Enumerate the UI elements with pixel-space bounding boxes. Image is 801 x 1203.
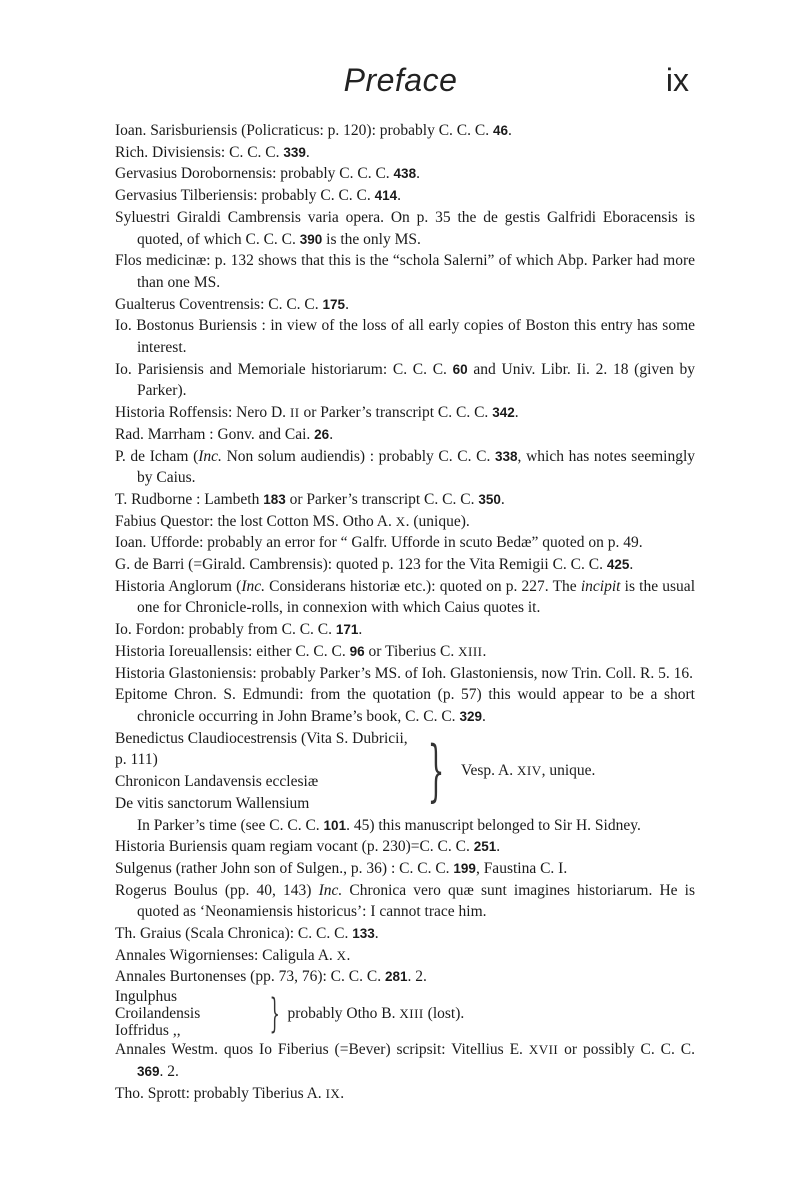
catalogue-entry — [115, 250, 695, 293]
entry-text: Ioan. Ufforde: probably an error for “ Galfr. Ufforde in scuto Bedæ” quoted on p. 49. — [115, 534, 643, 552]
entry-text: G. de Barri (=Girald. Cambrensis): quoted p. 123 for the Vita Remigii C. C. C. — [115, 556, 607, 574]
entry-text: or Tiberius C. — [364, 642, 459, 660]
entry-text: Fabius Questor: the lost Cotton MS. Otho A. — [115, 512, 396, 530]
entry-text: incipit — [580, 577, 621, 595]
right-brace-icon: } — [269, 990, 280, 1037]
entry-text: . — [514, 404, 519, 422]
entry-text: II — [289, 405, 300, 421]
catalogue-entry — [115, 663, 695, 685]
entry-text: Io. Bostonus Buriensis : in view of the loss of all early copies of Boston this entry has some interest. — [115, 317, 695, 357]
entry-text: . — [416, 165, 420, 183]
entry-text: Io. Fordon: probably from C. C. C. — [115, 621, 336, 639]
catalogue-entry — [115, 1083, 695, 1105]
entry-text: Non solum audiendis) : probably C. C. C. — [221, 447, 496, 465]
catalogue-number: 60 — [452, 361, 468, 377]
catalogue-entry — [115, 1039, 695, 1082]
catalogue-number: 251 — [473, 839, 497, 855]
bracketed-group-vesp — [115, 728, 695, 815]
catalogue-entry — [115, 836, 695, 858]
catalogue-number: 339 — [283, 144, 306, 160]
entry-text: is the only MS. — [322, 230, 421, 248]
catalogue-entry — [115, 641, 695, 663]
catalogue-entry — [115, 446, 695, 489]
catalogue-entry — [115, 923, 695, 945]
entry-text: Rad. Marrham : Gonv. and Cai. — [115, 425, 315, 443]
entry-text: . — [329, 425, 334, 443]
catalogue-entry — [115, 532, 695, 554]
catalogue-number: 342 — [492, 405, 515, 421]
entry-text: , Faustina C. I. — [475, 859, 568, 877]
catalogue-number: 199 — [453, 860, 476, 876]
catalogue-entry — [115, 489, 695, 511]
entry-text: . — [481, 707, 486, 725]
catalogue-number: 281 — [384, 969, 408, 985]
entry-text: T. Rudborne : Lambeth — [115, 490, 264, 508]
catalogue-entry — [115, 120, 695, 142]
bracketed-group-otho — [115, 988, 695, 1039]
entry-text: Inc. — [318, 881, 343, 899]
entry-text: Historia Anglorum ( — [115, 577, 242, 595]
entry-text: Flos medicinæ: p. 132 shows that this is the “schola Salerni” of which Abp. Parker had more than one MS. — [115, 252, 695, 291]
entry-text: and Univ. Libr. Ii. 2. 18 (given by Parker). — [137, 360, 695, 400]
entry-text: . — [508, 122, 512, 139]
right-brace-icon: } — [427, 732, 445, 810]
bracketed-title: Ioffridus ,, — [115, 1022, 181, 1040]
running-head — [0, 62, 801, 102]
entry-text: Tho. Sprott: probably Tiberius A. — [115, 1084, 326, 1102]
entry-text: Syluestri Giraldi Cambrensis varia opera. On p. 35 the de gestis Galfridi Eboracensis is quoted, of which C. C. C. — [115, 208, 695, 248]
entry-text: is the usual one for Chronicle-rolls, in connexion with which Caius quotes it. — [137, 577, 695, 617]
catalogue-number: 183 — [263, 491, 286, 507]
catalogue-number: 96 — [349, 643, 365, 659]
entry-list — [115, 120, 695, 728]
catalogue-entry — [115, 858, 695, 880]
catalogue-entry — [115, 294, 695, 316]
entry-text: Historia Roffensis: Nero D. — [115, 404, 290, 422]
catalogue-entry — [115, 142, 695, 164]
entry-text: Annales Burtonenses (pp. 73, 76): C. C. C. — [115, 968, 385, 986]
catalogue-entry — [115, 684, 695, 727]
catalogue-number: 350 — [478, 491, 501, 507]
catalogue-number: 425 — [606, 557, 630, 573]
entry-list-3 — [115, 1039, 695, 1104]
bracketed-source: Vesp. A. XIV, unique. — [461, 762, 596, 780]
entry-text: Th. Graius (Scala Chronica): C. C. C. — [115, 925, 353, 943]
entry-text: Historia Glastoniensis: probably Parker’s MS. of Ioh. Glastoniensis, now Trin. Coll. R. 5. 16. — [115, 664, 693, 682]
catalogue-number: 338 — [495, 448, 518, 464]
catalogue-entry — [115, 880, 695, 923]
catalogue-entry — [115, 163, 695, 185]
bracketed-title: Ingulphus Croilandensis — [115, 988, 201, 1023]
catalogue-number: 414 — [374, 188, 398, 204]
catalogue-entry — [115, 554, 695, 576]
entry-text: . — [496, 838, 501, 856]
catalogue-entry — [115, 576, 695, 619]
catalogue-entry — [115, 207, 695, 250]
entry-text: Rich. Divisiensis: C. C. C. — [115, 143, 284, 161]
entry-text: X — [395, 513, 406, 529]
bracketed-title: Chronicon Landavensis ecclesiæ — [115, 773, 319, 791]
catalogue-number: 329 — [459, 708, 482, 724]
entry-text: Gervasius Dorobornensis: probably C. C. C. — [115, 165, 394, 183]
entry-text: Ioan. Sarisburiensis (Policraticus: p. 120): probably C. C. C. — [115, 122, 493, 139]
entry-text: , which has notes seemingly by Caius. — [137, 447, 696, 487]
entry-text: Gervasius Tilberiensis: probably C. C. C. — [115, 187, 375, 205]
catalogue-entry — [115, 185, 695, 207]
entry-text: . — [345, 295, 349, 313]
entry-text: Considerans historiæ etc.): quoted on p. 227. The — [265, 577, 581, 595]
catalogue-entry — [115, 619, 695, 641]
entry-text: Epitome Chron. S. Edmundi: from the quotation (p. 57) this would appear to be a short chronicle occurring in John Brame’s book, C. C. C. — [115, 686, 695, 725]
bracketed-titles — [115, 728, 415, 815]
running-title: Preface — [343, 62, 458, 98]
entry-text: . — [305, 143, 310, 161]
catalogue-number: 175 — [322, 296, 346, 312]
entry-text: . — [346, 946, 351, 964]
entry-text: Chronica vero quæ sunt imagines historiarum. He is quoted as ‘Neonamiensis historicus’: I cannot trace him. — [137, 881, 695, 921]
bracketed-titles — [115, 988, 262, 1039]
entry-text: . 2. — [407, 968, 427, 986]
catalogue-entry — [115, 966, 695, 988]
entry-text: or Parker’s transcript C. C. C. — [299, 404, 493, 422]
catalogue-number: 26 — [314, 426, 330, 442]
entry-text: In Parker’s time (see C. C. C. — [137, 816, 324, 834]
entry-text: or possibly C. C. C. — [558, 1041, 695, 1059]
catalogue-entry — [115, 815, 695, 837]
catalogue-entry — [115, 359, 695, 402]
entry-text: XVII — [528, 1042, 559, 1058]
entry-text: . — [340, 1084, 345, 1102]
catalogue-entry — [115, 402, 695, 424]
entry-text: . — [500, 490, 505, 508]
catalogue-entry — [115, 315, 695, 358]
catalogue-body — [115, 120, 695, 1104]
entry-text: . 45) this manuscript belonged to Sir H. Sidney. — [346, 816, 641, 834]
catalogue-entry — [115, 424, 695, 446]
catalogue-number: 369 — [137, 1063, 160, 1079]
entry-text: Gualterus Coventrensis: C. C. C. — [115, 295, 323, 313]
entry-text: . 2. — [159, 1062, 179, 1080]
entry-text: Rogerus Boulus (pp. 40, 143) — [115, 881, 319, 899]
entry-text: Inc. — [198, 447, 222, 465]
entry-text: Inc. — [241, 577, 265, 595]
bracketed-title: De vitis sanctorum Wallensium — [115, 794, 310, 812]
entry-text: Annales Wigornienses: Caligula A. — [115, 946, 337, 964]
catalogue-number: 390 — [299, 231, 323, 247]
entry-text: Historia Buriensis quam regiam vocant (p. 230)=C. C. C. — [115, 838, 474, 856]
page-number: ix — [665, 62, 689, 98]
bracketed-source: probably Otho B. XIII (lost). — [287, 1004, 465, 1022]
entry-text: . — [397, 187, 402, 205]
entry-text: Annales Westm. quos Io Fiberius (=Bever) scripsit: Vitellius E. — [115, 1041, 529, 1059]
catalogue-number: 438 — [393, 166, 417, 182]
bracketed-title: Benedictus Claudiocestrensis (Vita S. Dubricii, p. 111) — [115, 729, 408, 769]
entry-text: Io. Parisiensis and Memoriale historiarum: C. C. C. — [115, 360, 453, 378]
entry-text: X — [336, 947, 347, 963]
catalogue-entry — [115, 945, 695, 967]
entry-text: . — [482, 642, 487, 660]
entry-text: Historia Ioreuallensis: either C. C. C. — [115, 642, 350, 660]
catalogue-number: 171 — [335, 622, 359, 638]
entry-text: or Parker’s transcript C. C. C. — [285, 490, 479, 508]
entry-text: IX — [325, 1085, 341, 1101]
entry-text: . — [629, 556, 634, 574]
entry-text: . — [358, 621, 363, 639]
catalogue-number: 133 — [352, 926, 375, 942]
entry-text: Sulgenus (rather John son of Sulgen., p. 36) : C. C. C. — [115, 859, 454, 877]
entry-text: . — [374, 925, 379, 943]
catalogue-number: 46 — [493, 123, 509, 138]
catalogue-entry — [115, 511, 695, 533]
entry-text: P. de Icham ( — [115, 447, 199, 465]
entry-text: XIII — [458, 643, 483, 659]
catalogue-number: 101 — [323, 817, 347, 833]
entry-text: . (unique). — [405, 512, 470, 530]
entry-list-2 — [115, 815, 695, 989]
